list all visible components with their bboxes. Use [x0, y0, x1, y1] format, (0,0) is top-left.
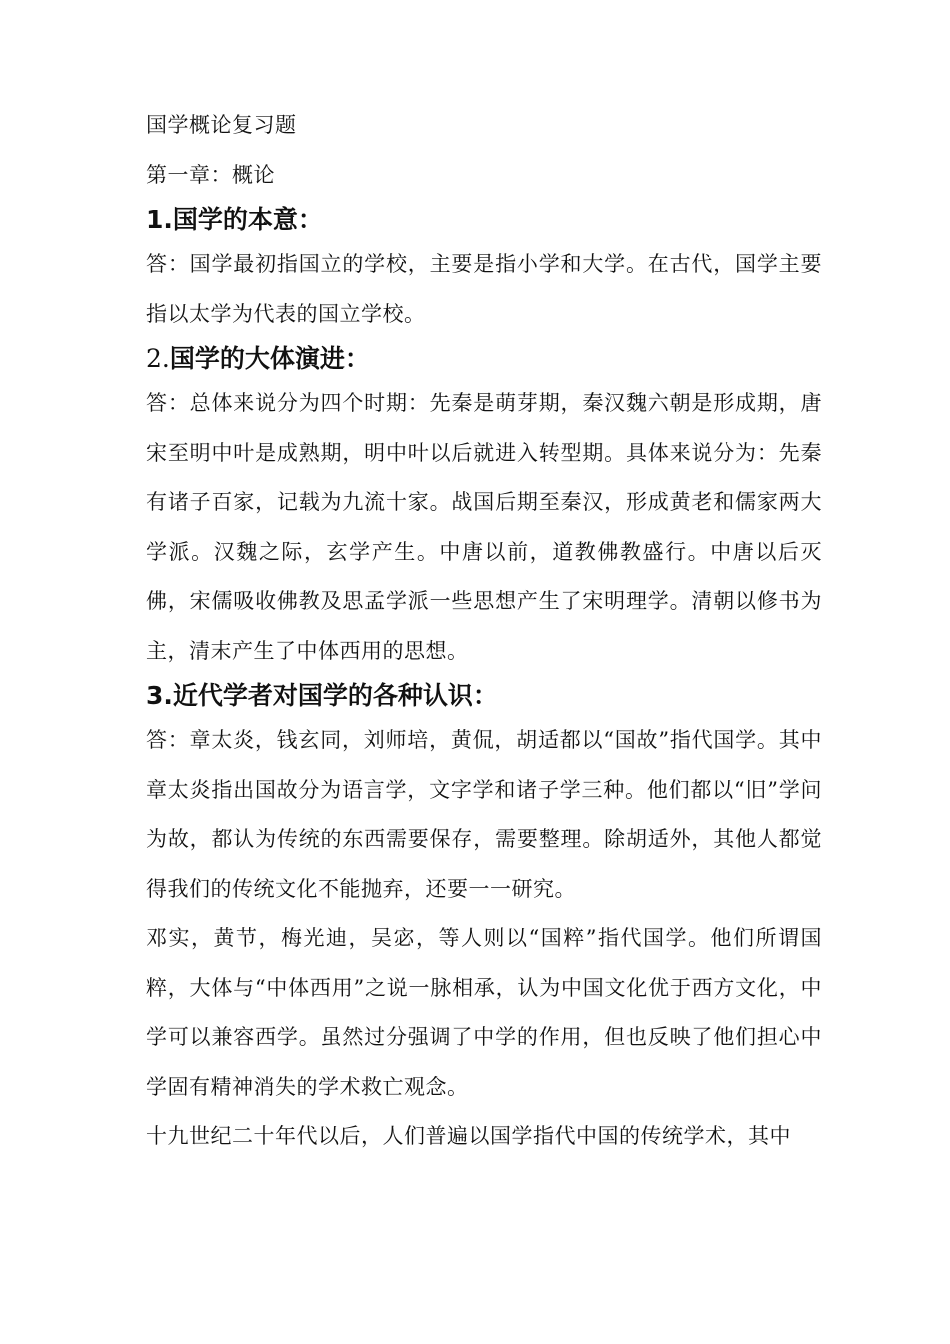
- section-heading-3: 3.近代学者对国学的各种认识：: [146, 681, 498, 710]
- document-title: 国学概论复习题: [146, 113, 297, 137]
- section-heading-2: [146, 339, 822, 379]
- document-body: [146, 100, 822, 1162]
- section-heading-2-number: 2.: [146, 344, 170, 373]
- section-3-paragraph-3: 十九世纪二十年代以后，人们普遍以国学指代中国的传统学术，其中: [146, 1124, 791, 1148]
- section-3-paragraph-2: 邓实，黄节，梅光迪，吴宓，等人则以“国粹”指代国学。他们所谓国粹，大体与“中体西用”之说一脉相承，认为中国文化优于西方文化，中学可以兼容西学。虽然过分强调了中学的作用，但也反映了他们担心中学固有精神消失的学术救亡观念。: [146, 926, 822, 1099]
- section-heading-2-text: 国学的大体演进：: [169, 344, 370, 373]
- section-3-paragraph-1: 答：章太炎，钱玄同，刘师培，黄侃，胡适都以“国故”指代国学。其中章太炎指出国故分为语言学，文字学和诸子学三种。他们都以“旧”学问为故，都认为传统的东西需要保存，需要整理。除胡适外，其他人都觉得我们的传统文化不能抛弃，还要一一研究。: [146, 728, 822, 901]
- section-1-paragraph-1: 答：国学最初指国立的学校，主要是指小学和大学。在古代，国学主要指以太学为代表的国立学校。: [146, 252, 822, 326]
- section-2-paragraph-1: 答：总体来说分为四个时期：先秦是萌芽期，秦汉魏六朝是形成期，唐宋至明中叶是成熟期，明中叶以后就进入转型期。具体来说分为：先秦有诸子百家，记载为九流十家。战国后期至秦汉，形成黄老和儒家两大学派。汉魏之际，玄学产生。中唐以前，道教佛教盛行。中唐以后灭佛，宋儒吸收佛教及思孟学派一些思想产生了宋明理学。清朝以修书为主，清末产生了中体西用的思想。: [146, 391, 822, 663]
- chapter-title: 第一章：概论: [146, 163, 275, 187]
- section-heading-1: 1.国学的本意：: [146, 205, 323, 234]
